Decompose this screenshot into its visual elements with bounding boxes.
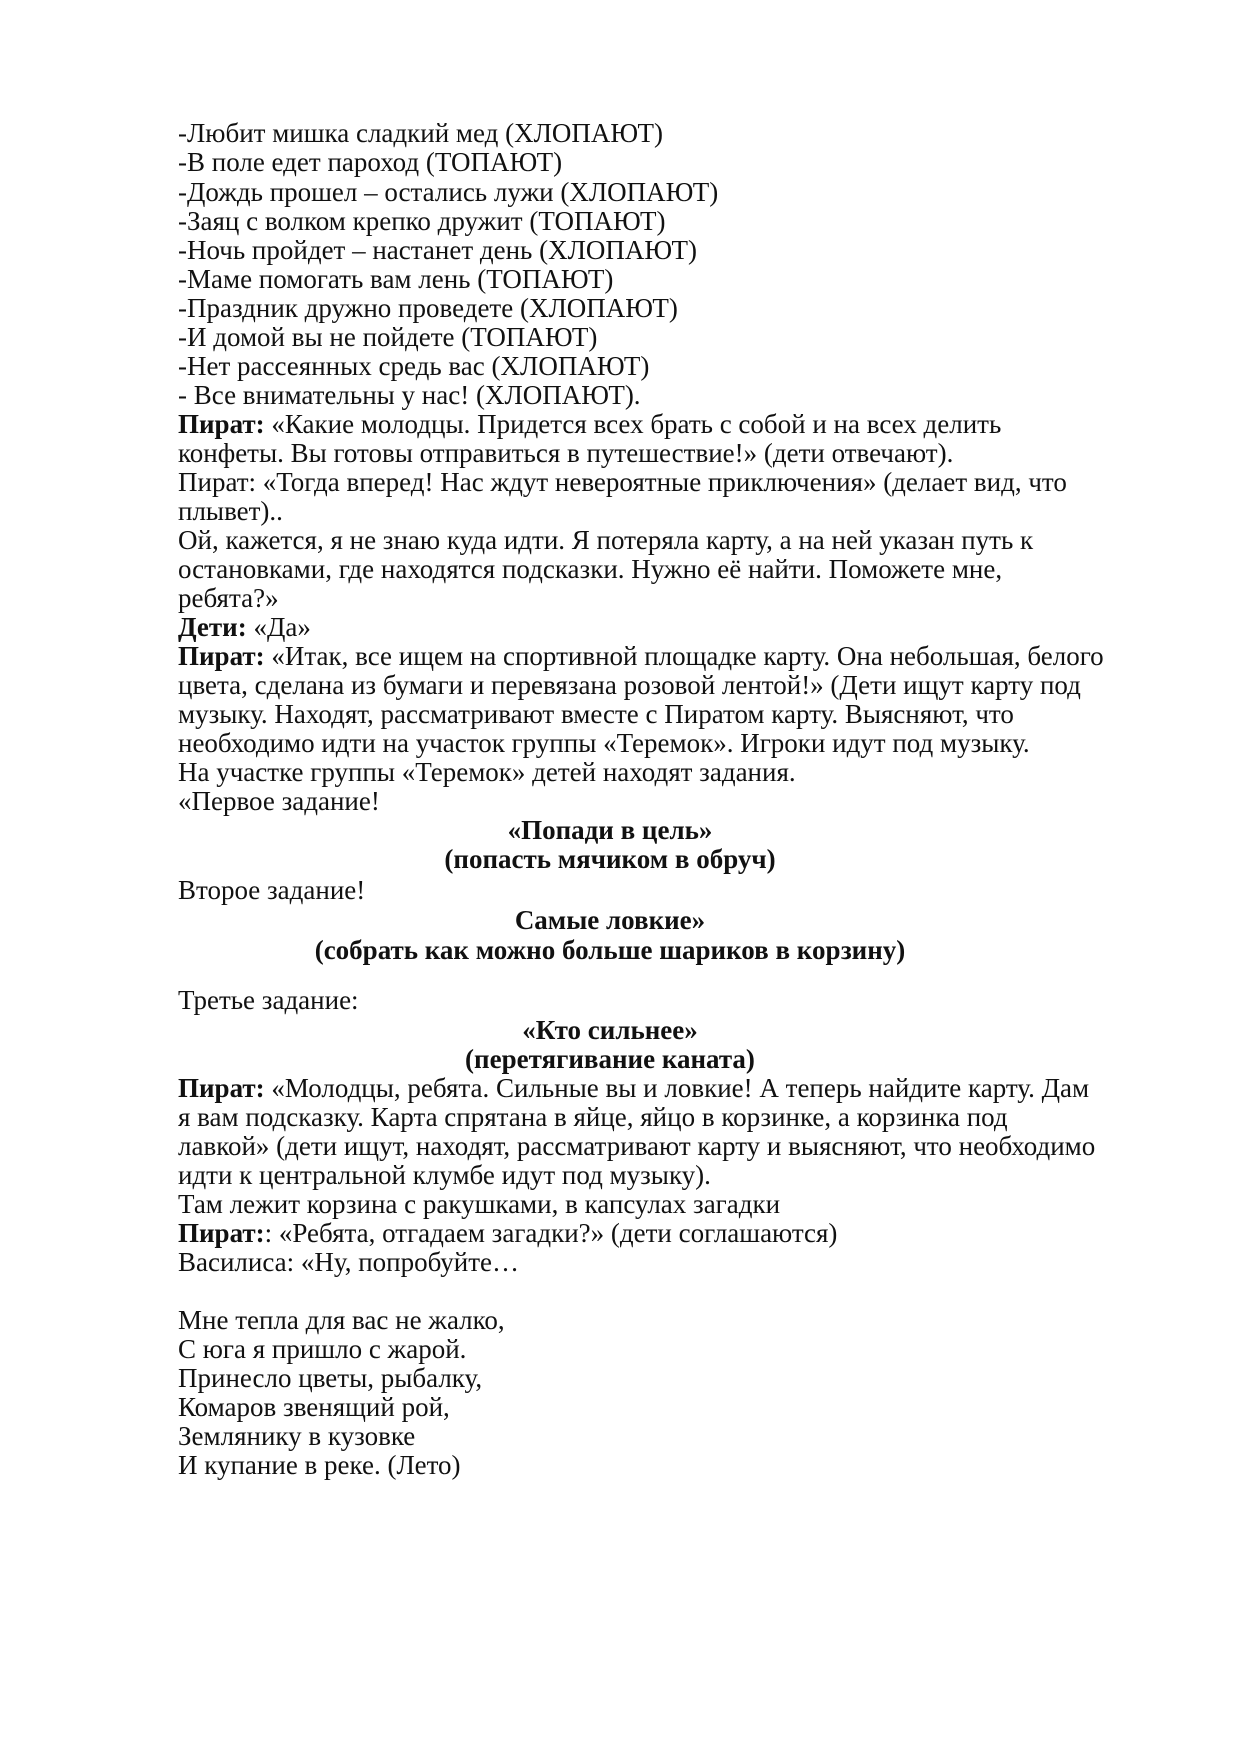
task-title: «Кто сильнее» xyxy=(522,1015,698,1045)
chant-line: -Маме помогать вам лень (ТОПАЮТ) xyxy=(178,264,614,294)
riddle-line: Принесло цветы, рыбалку, xyxy=(178,1363,483,1393)
chant-line: -Праздник дружно проведете (ХЛОПАЮТ) xyxy=(178,293,678,323)
dialogue-line: Василиса: «Ну, попробуйте… xyxy=(178,1247,520,1277)
task-description: (собрать как можно больше шариков в корзину) xyxy=(314,935,906,965)
chant-line: - Все внимательны у нас! (ХЛОПАЮТ). xyxy=(178,380,641,410)
riddle-line: С юга я пришло с жарой. xyxy=(178,1334,467,1364)
speaker-pirate: Пират: xyxy=(178,1073,265,1103)
dialogue-line: лавкой» (дети ищут, находят, рассматривают карту и выясняют, что необходимо xyxy=(178,1131,1096,1161)
task-description: (попасть мячиком в обруч) xyxy=(444,844,776,874)
chant-line: -Любит мишка сладкий мед (ХЛОПАЮТ) xyxy=(178,118,663,148)
speaker-pirate: Пират: xyxy=(178,641,265,671)
dialogue-text: «Молодцы, ребята. Сильные вы и ловкие! А теперь найдите карту. Дам xyxy=(264,1073,1090,1103)
dialogue-line: Ой, кажется, я не знаю куда идти. Я потеряла карту, а на ней указан путь к xyxy=(178,525,1034,555)
dialogue-line: плывет).. xyxy=(178,496,283,526)
dialogue-line xyxy=(178,640,1104,672)
dialogue-line: ребята?» xyxy=(178,583,279,613)
task-description: (перетягивание каната) xyxy=(465,1044,755,1074)
dialogue-line: Пират: «Тогда вперед! Нас ждут невероятные приключения» (делает вид, что xyxy=(178,467,1067,497)
chant-line: -Ночь пройдет – настанет день (ХЛОПАЮТ) xyxy=(178,235,697,265)
dialogue-line: На участке группы «Теремок» детей находят задания. xyxy=(178,757,796,787)
chant-line: -Нет рассеянных средь вас (ХЛОПАЮТ) xyxy=(178,351,650,381)
dialogue-line: «Первое задание! xyxy=(178,786,380,816)
dialogue-line: остановками, где находятся подсказки. Нужно её найти. Поможете мне, xyxy=(178,554,1003,584)
dialogue-line: конфеты. Вы готовы отправиться в путешествие!» (дети отвечают). xyxy=(178,438,954,468)
dialogue-line: музыку. Находят, рассматривают вместе с Пиратом карту. Выясняют, что xyxy=(178,699,1014,729)
dialogue-line: я вам подсказку. Карта спрятана в яйце, яйцо в корзинке, а корзинка под xyxy=(178,1102,1008,1132)
dialogue-line xyxy=(178,1217,837,1249)
speaker-pirate: Пират: xyxy=(178,409,265,439)
riddle-line: И купание в реке. (Лето) xyxy=(178,1450,461,1480)
chant-line: -Дождь прошел – остались лужи (ХЛОПАЮТ) xyxy=(178,177,719,207)
speaker-pirate: Пират: xyxy=(178,1218,265,1248)
dialogue-line xyxy=(178,1072,1089,1104)
dialogue-line: цвета, сделана из бумаги и перевязана розовой лентой!» (Дети ищут карту под xyxy=(178,670,1081,700)
chant-line: -И домой вы не пойдете (ТОПАЮТ) xyxy=(178,322,598,352)
task-title: Самые ловкие» xyxy=(514,905,706,935)
task-intro: Третье задание: xyxy=(178,985,359,1015)
dialogue-line xyxy=(178,611,311,643)
speaker-children: Дети: xyxy=(178,612,247,642)
dialogue-line: идти к центральной клумбе идут под музыку). xyxy=(178,1160,711,1190)
dialogue-line: Там лежит корзина с ракушками, в капсулах загадки xyxy=(178,1189,781,1219)
riddle-line: Мне тепла для вас не жалко, xyxy=(178,1305,505,1335)
dialogue-text: : «Ребята, отгадаем загадки?» (дети соглашаются) xyxy=(264,1218,838,1248)
chant-line: -В поле едет пароход (ТОПАЮТ) xyxy=(178,147,563,177)
chant-line: -Заяц с волком крепко дружит (ТОПАЮТ) xyxy=(178,206,666,236)
dialogue-text: «Какие молодцы. Придется всех брать с собой и на всех делить xyxy=(264,409,1002,439)
riddle-line: Комаров звенящий рой, xyxy=(178,1392,450,1422)
dialogue-text: «Да» xyxy=(246,612,311,642)
dialogue-line: необходимо идти на участок группы «Теремок». Игроки идут под музыку. xyxy=(178,728,1030,758)
task-title: «Попади в цель» xyxy=(507,815,713,845)
task-intro: Второе задание! xyxy=(178,875,366,905)
dialogue-text: «Итак, все ищем на спортивной площадке карту. Она небольшая, белого xyxy=(264,641,1104,671)
riddle-line: Землянику в кузовке xyxy=(178,1421,416,1451)
dialogue-line xyxy=(178,408,1001,440)
